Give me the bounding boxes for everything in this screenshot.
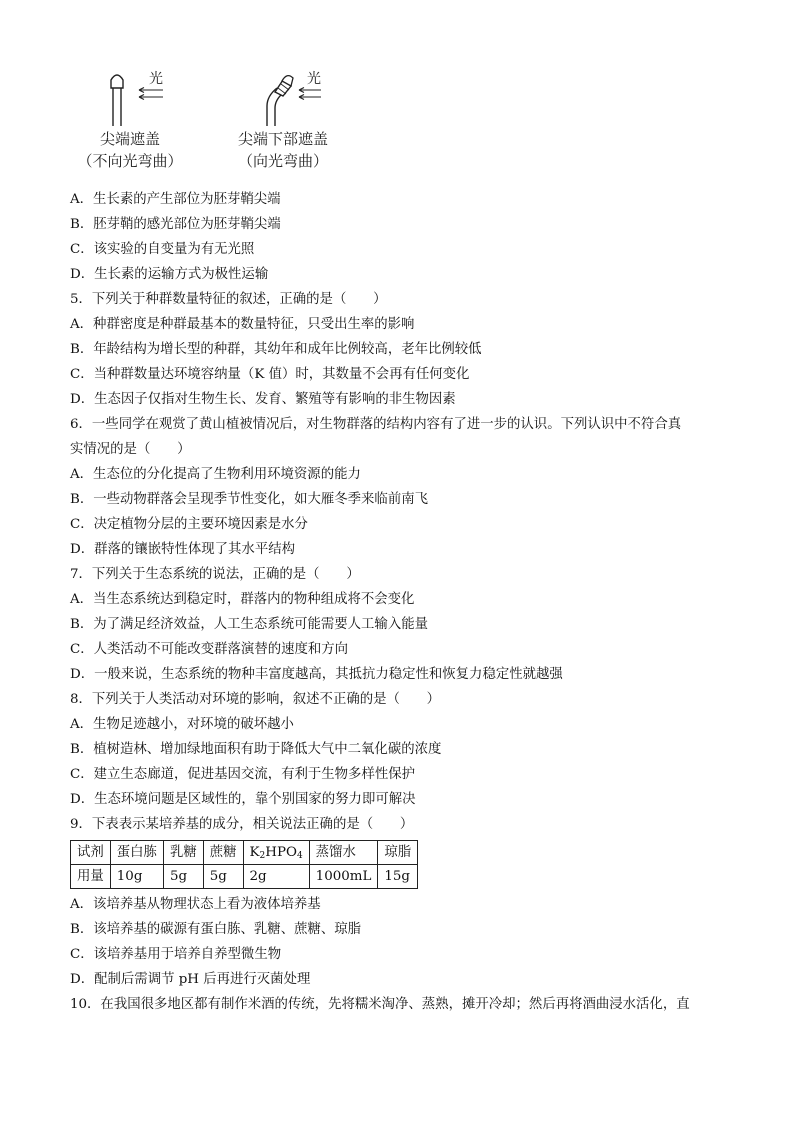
q6-stem-line2: 实情况的是（ ）	[70, 442, 191, 457]
table-cell: 蔗糖	[203, 841, 243, 865]
figure-caption-right-2: （向光弯曲）	[237, 152, 328, 170]
figure-caption-right-1: 尖端下部遮盖	[237, 130, 328, 148]
q6-option-b: B．一些动物群落会呈现季节性变化，如大雁冬季来临前南飞	[70, 492, 428, 507]
q8-option-a: A．生物足迹越小，对环境的破坏越小	[70, 717, 294, 732]
q5-option-c: C．当种群数量达环境容纳量（K 值）时，其数量不会再有任何变化	[70, 367, 470, 382]
table-row	[71, 865, 418, 889]
q9-option-a: A．该培养基从物理状态上看为液体培养基	[70, 897, 321, 912]
q9-option-d: D．配制后需调节 pH 后再进行灭菌处理	[70, 972, 311, 987]
q7-option-d: D．一般来说，生态系统的物种丰富度越高，其抵抗力稳定性和恢复力稳定性就越强	[70, 667, 563, 682]
table-cell: 1000mL	[309, 865, 378, 889]
q8-option-d: D．生态环境问题是区域性的，靠个别国家的努力即可解决	[70, 792, 416, 807]
q4-option-c: C．该实验的自变量为有无光照	[70, 242, 255, 257]
figure-caption-left-2: （不向光弯曲）	[77, 152, 183, 170]
q9-option-c: C．该培养基用于培养自养型微生物	[70, 947, 282, 962]
q5-option-a: A．种群密度是种群最基本的数量特征，只受出生率的影响	[70, 317, 415, 332]
phototropism-figure	[70, 66, 360, 176]
q7-option-c: C．人类活动不可能改变群落演替的速度和方向	[70, 642, 349, 657]
formula-subscript: 4	[296, 851, 303, 861]
q8-option-c: C．建立生态廊道，促进基因交流，有利于生物多样性保护	[70, 767, 416, 782]
table-cell: 乳糖	[163, 841, 203, 865]
coleoptile-tip-covered-illustration	[75, 66, 185, 128]
q6-option-d: D．群落的镶嵌特性体现了其水平结构	[70, 542, 295, 557]
q6-option-c: C．决定植物分层的主要环境因素是水分	[70, 517, 308, 532]
q10-stem: 10．在我国很多地区都有制作米酒的传统，先将糯米淘净、蒸熟，摊开冷却；然后再将酒曲浸水活化，直	[70, 997, 690, 1012]
q7-stem: 7．下列关于生态系统的说法，正确的是（ ）	[70, 567, 360, 582]
q7-option-b: B．为了满足经济效益，人工生态系统可能需要人工输入能量	[70, 617, 428, 632]
formula-part: HPO	[265, 845, 297, 860]
culture-medium-table	[70, 840, 418, 889]
q4-option-b: B．胚芽鞘的感光部位为胚芽鞘尖端	[70, 217, 281, 232]
q6-option-a: A．生态位的分化提高了生物利用环境资源的能力	[70, 467, 361, 482]
q6-stem-line1: 6．一些同学在观赏了黄山植被情况后，对生物群落的结构内容有了进一步的认识。下列认识中不符合真	[70, 417, 682, 432]
table-cell: 15g	[378, 865, 418, 889]
light-label: 光	[307, 71, 321, 87]
q8-option-b: B．植树造林、增加绿地面积有助于降低大气中二氧化碳的浓度	[70, 742, 442, 757]
table-cell: 蒸馏水	[309, 841, 378, 865]
figure-tip-covered	[70, 66, 190, 172]
table-cell: 琼脂	[378, 841, 418, 865]
table-cell: 试剂	[71, 841, 111, 865]
figure-below-tip-covered	[218, 66, 348, 172]
figure-caption-left-1: 尖端遮盖	[99, 130, 160, 148]
question-text	[70, 187, 730, 1017]
table-cell	[243, 841, 309, 865]
coleoptile-below-tip-covered-illustration	[223, 66, 343, 128]
table-row	[71, 841, 418, 865]
q5-option-d: D．生态因子仅指对生物生长、发育、繁殖等有影响的非生物因素	[70, 392, 456, 407]
q7-option-a: A．当生态系统达到稳定时，群落内的物种组成将不会变化	[70, 592, 415, 607]
q9-option-b: B．该培养基的碳源有蛋白胨、乳糖、蔗糖、琼脂	[70, 922, 362, 937]
q4-option-d: D．生长素的运输方式为极性运输	[70, 267, 269, 282]
q5-stem: 5．下列关于种群数量特征的叙述，正确的是（ ）	[70, 292, 387, 307]
table-cell: 2g	[243, 865, 309, 889]
table-cell: 5g	[163, 865, 203, 889]
table-cell: 5g	[203, 865, 243, 889]
table-cell: 蛋白胨	[110, 841, 163, 865]
q5-option-b: B．年龄结构为增长型的种群，其幼年和成年比例较高，老年比例较低	[70, 342, 482, 357]
q8-stem: 8．下列关于人类活动对环境的影响，叙述不正确的是（ ）	[70, 692, 441, 707]
q9-stem: 9．下表表示某培养基的成分，相关说法正确的是（ ）	[70, 817, 414, 832]
q4-option-a: A．生长素的产生部位为胚芽鞘尖端	[70, 192, 281, 207]
table-cell: 10g	[110, 865, 163, 889]
table-cell: 用量	[71, 865, 111, 889]
light-label: 光	[149, 71, 163, 87]
formula-part: K	[249, 845, 260, 860]
formula-subscript: 2	[259, 851, 266, 861]
